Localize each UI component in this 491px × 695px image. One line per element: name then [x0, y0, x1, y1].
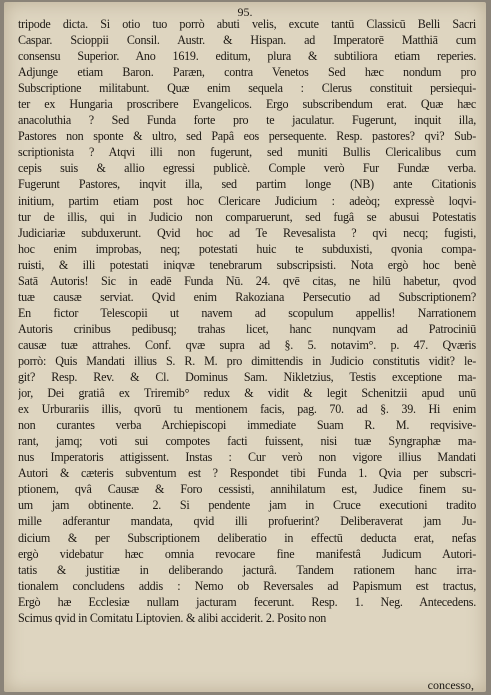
- text-line: ruisti, & illi potestati iniqvæ tenebrarum subscripsisti. Nota ergò hoc benè: [18, 257, 476, 272]
- text-line: anacoluthia ? Sed Funda forte pro te jaculatur. Fugerunt, inquit illa,: [18, 113, 476, 128]
- text-line: Pastores non sponte & ultro, sed Papâ eos persequente. Resp. pastores? qvi? Sub-: [18, 129, 476, 144]
- text-line: um jam obtinente. 2. Si pendente jam in Cruce executioni tradito: [18, 498, 476, 513]
- text-line: tuæ causæ serviat. Qvid enim Rakoziana Persecutio ad Subscriptionem?: [18, 289, 476, 304]
- book-page: [4, 2, 486, 692]
- text-line: tionalem concludens addis : Nemo ob Reversales ad Papismum est tractus,: [18, 578, 476, 593]
- text-line: consensu Superior. Ano 1619. editum, plura & subtiliora etiam reperies.: [18, 49, 476, 64]
- text-line: En fictor Telescopii ut navem ad scopulum appellis! Narrationem: [18, 305, 476, 320]
- text-line: porrò: Quis Mandati illius S. R. M. pro dimittendis in Judicio constitutis vidit? le-: [18, 353, 476, 368]
- text-line: hoc enim improbas, neq; potestati huic te subduxisti, qvonia compa-: [18, 241, 476, 256]
- text-line: ex Urburariis illis, qvorū tu mentionem facis, pag. 70. ad §. 39. Hi enim: [18, 402, 476, 417]
- text-line: tatis & justitiæ in deliberando jacturâ. Tandem rationem hanc irra-: [18, 562, 476, 577]
- text-line: initium, partim etiam post hoc Clericare Judicium : adeòq; expressè loqvi-: [18, 193, 476, 208]
- text-line: Satā Autoris! Sic in eadē Funda Nū. 24. qvē citas, ne hilū habetur, qvod: [18, 273, 476, 288]
- text-line: rant, jamq; voti sui compotes facti fuissent, nisi tuæ Syngraphæ ma-: [18, 434, 476, 449]
- catchword: concesso,: [427, 678, 474, 692]
- text-line: Subscriptione militabunt. Quæ enim sequela : Clerus constituit persiequi-: [18, 81, 476, 96]
- text-line: ter ex Hungaria proscribere Evangelicos. Ergo subscribendum erat. Quæ hæc: [18, 97, 476, 112]
- text-line: causæ tuæ attrahes. Conf. qvæ supra ad §. 5. notavim°. p. 47. Qværis: [18, 337, 476, 352]
- text-line: nus Imperatoris attigissent. Instas : Cur verò non vigore illius Mandati: [18, 450, 476, 465]
- text-line: Fugerunt Pastores, inqvit illa, sed partim longe (NB) ante Citationis: [18, 177, 476, 192]
- text-line: jor, Dei gratiâ ex Triremib° redux & vidit & legit Schenitzii apud unū: [18, 386, 476, 401]
- text-line: dicium & per Subscriptionem deliberatio in effectū deducta erat, nefas: [18, 530, 476, 545]
- text-line: ergò videbatur hæc omnia revocare fine manifestâ Judicum Autori-: [18, 546, 476, 561]
- text-line: scriptionista ? Atqvi illi non fugerunt, sed muniti Bullis Clericalibus cum: [18, 145, 476, 160]
- text-line: Autoris crinibus pedibusq; trahas licet, hanc nunqvam ad Patrociniū: [18, 321, 476, 336]
- text-line: Caspar. Scioppii Consil. Austr. & Hispan. ad Imperatorē Matthiā cum: [18, 33, 476, 48]
- page-number: 95.: [237, 5, 253, 19]
- text-line: Ergò hæ Ecclesiæ nullam jacturam fecerunt. Resp. 1. Neg. Antecedens.: [18, 594, 476, 609]
- text-line: cepis suis & allio egressi publicè. Comple verò Fur Fundæ verba.: [18, 161, 476, 176]
- text-line: tripode dicta. Si otio tuo porrò abuti velis, excute tantū Classicū Belli Sacri: [18, 17, 476, 31]
- text-line: tur de illis, qui in Judicio non comparuerunt, sed fugâ se abusui Potestatis: [18, 209, 476, 224]
- body-text: [18, 16, 476, 626]
- text-line: ptionem, qvâ Causæ & Foro cessisti, annihilatum est, Judice finem su-: [18, 482, 476, 497]
- text-line: Adjunge etiam Baron. Paræn, contra Venetos Sed hæc nondum pro: [18, 65, 476, 80]
- text-line: git? Resp. Rev. & Cl. Dominus Sam. Nikletzius, Testis exceptione ma-: [18, 370, 476, 385]
- text-line: mille adferantur mandata, qvid illi profuerint? Deliberaverat jam Ju-: [18, 514, 476, 529]
- text-line: Judiciariæ subduxerunt. Qvid hoc ad Te Revesalista ? qvi necq; fugisti,: [18, 225, 476, 240]
- text-line: non curantes verba Archiepiscopi immediate Suam R. M. reqvisive-: [18, 418, 476, 433]
- text-line: Autori & cæteris subventum est ? Respondet tibi Funda 1. Qvia per subscri-: [18, 466, 476, 481]
- text-line: Scimus qvid in Comitatu Liptovien. & alibi acciderit. 2. Posito non: [18, 610, 327, 625]
